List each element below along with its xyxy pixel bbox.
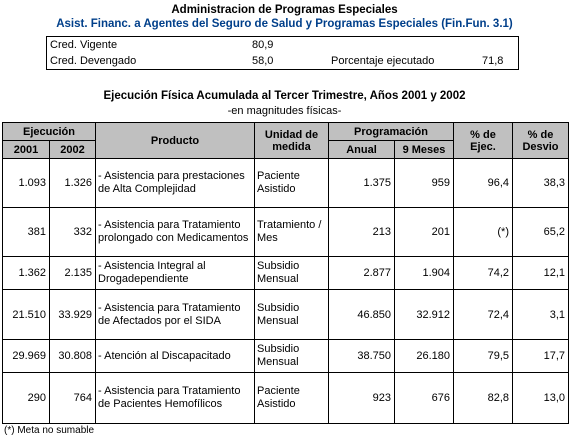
- cell-producto: - Asistencia para Tratamiento de Pacientes Hemofílicos: [96, 373, 255, 424]
- porcentaje-ejecutado-value: 71,8: [482, 55, 504, 67]
- cell-2001: 21.510: [3, 290, 50, 340]
- credit-summary-box: [46, 36, 519, 70]
- cell-9-meses: 201: [395, 208, 454, 257]
- cell-pct-ejec: 79,5: [454, 340, 513, 373]
- cell-2001: 29.969: [3, 340, 50, 373]
- header-anual: Anual: [329, 141, 395, 159]
- header-producto: Producto: [96, 123, 255, 159]
- cell-2002: 30.808: [50, 340, 96, 373]
- cell-pct-desvio: 12,1: [513, 257, 569, 290]
- cell-producto: - Asistencia Integral al Drogadependiente: [96, 257, 255, 290]
- physical-execution-table: [2, 122, 569, 424]
- cell-9-meses: 26.180: [395, 340, 454, 373]
- porcentaje-ejecutado-label: Porcentaje ejecutado: [331, 55, 435, 67]
- cell-anual: 2.877: [329, 257, 395, 290]
- cell-unidad: Subsidio Mensual: [255, 290, 329, 340]
- cell-unidad: Tratamiento / Mes: [255, 208, 329, 257]
- cell-pct-ejec: 96,4: [454, 159, 513, 208]
- header-9-meses: 9 Meses: [395, 141, 454, 159]
- cell-unidad: Paciente Asistido: [255, 159, 329, 208]
- cell-anual: 923: [329, 373, 395, 424]
- cell-producto: - Atención al Discapacitado: [96, 340, 255, 373]
- header-2002: 2002: [50, 141, 96, 159]
- cell-2002: 764: [50, 373, 96, 424]
- header-unidad: Unidad de medida: [255, 123, 329, 159]
- table-row: [3, 340, 569, 373]
- header-programacion: Programación: [329, 123, 454, 141]
- table-row: [3, 257, 569, 290]
- header-pct-desvio: % de Desvio: [513, 123, 569, 159]
- cell-2001: 1.362: [3, 257, 50, 290]
- cred-vigente-label: Cred. Vigente: [50, 39, 118, 51]
- cell-anual: 213: [329, 208, 395, 257]
- cell-unidad: Subsidio Mensual: [255, 257, 329, 290]
- header-2001: 2001: [3, 141, 50, 159]
- cell-pct-ejec: 82,8: [454, 373, 513, 424]
- cell-2001: 1.093: [3, 159, 50, 208]
- cell-pct-ejec: (*): [454, 208, 513, 257]
- cell-9-meses: 32.912: [395, 290, 454, 340]
- cell-2002: 33.929: [50, 290, 96, 340]
- table-row: [3, 208, 569, 257]
- section-subtitle: -en magnitudes físicas-: [227, 105, 342, 117]
- cell-2002: 2.135: [50, 257, 96, 290]
- program-title: Asist. Financ. a Agentes del Seguro de Salud y Programas Especiales (Fin.Fun. 3.1): [56, 18, 513, 30]
- cell-9-meses: 676: [395, 373, 454, 424]
- cell-2002: 1.326: [50, 159, 96, 208]
- cell-pct-desvio: 13,0: [513, 373, 569, 424]
- footnote: (*) Meta no sumable: [4, 425, 95, 436]
- cell-2002: 332: [50, 208, 96, 257]
- cell-pct-desvio: 38,3: [513, 159, 569, 208]
- table-row: [3, 159, 569, 208]
- header-pct-ejec: % de Ejec.: [454, 123, 513, 159]
- cell-unidad: Paciente Asistido: [255, 373, 329, 424]
- cred-devengado-label: Cred. Devengado: [50, 55, 137, 67]
- table-row: [3, 290, 569, 340]
- table-row: [3, 373, 569, 424]
- page-title: Administracion de Programas Especiales: [171, 4, 398, 16]
- cell-producto: - Asistencia para Tratamiento prolongado con Medicamentos: [96, 208, 255, 257]
- cell-2001: 381: [3, 208, 50, 257]
- header-ejecucion: Ejecución: [3, 123, 96, 141]
- cred-devengado-value: 58,0: [252, 55, 274, 67]
- cell-pct-desvio: 17,7: [513, 340, 569, 373]
- cell-pct-ejec: 72,4: [454, 290, 513, 340]
- cell-unidad: Subsidio Mensual: [255, 340, 329, 373]
- cell-pct-desvio: 3,1: [513, 290, 569, 340]
- cell-2001: 290: [3, 373, 50, 424]
- cell-anual: 38.750: [329, 340, 395, 373]
- cell-anual: 46.850: [329, 290, 395, 340]
- cell-pct-desvio: 65,2: [513, 208, 569, 257]
- cell-9-meses: 1.904: [395, 257, 454, 290]
- section-title: Ejecución Física Acumulada al Tercer Trimestre, Años 2001 y 2002: [103, 90, 466, 102]
- cell-producto: - Asistencia para Tratamiento de Afectados por el SIDA: [96, 290, 255, 340]
- cell-pct-ejec: 74,2: [454, 257, 513, 290]
- cell-producto: - Asistencia para prestaciones de Alta Complejidad: [96, 159, 255, 208]
- cell-anual: 1.375: [329, 159, 395, 208]
- cell-9-meses: 959: [395, 159, 454, 208]
- cred-vigente-value: 80,9: [252, 39, 274, 51]
